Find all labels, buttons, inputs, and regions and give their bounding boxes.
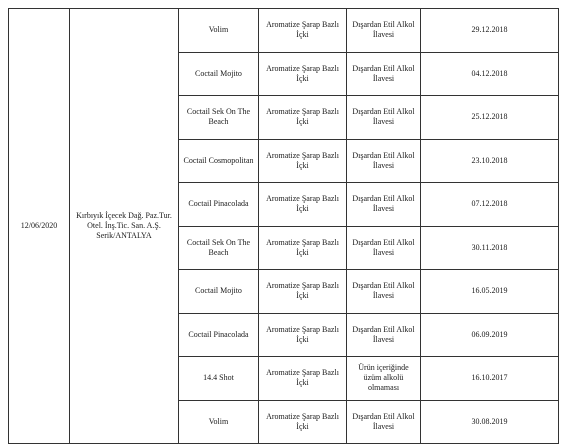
product-category-cell: Aromatize Şarap Bazlı İçki — [259, 226, 347, 270]
production-date-cell: 04.12.2018 — [421, 52, 559, 96]
decision-date-cell: 12/06/2020 — [9, 9, 70, 444]
production-date-cell: 06.09.2019 — [421, 313, 559, 357]
production-date-cell: 16.10.2017 — [421, 357, 559, 401]
product-name-cell: Coctail Sek On The Beach — [179, 226, 259, 270]
production-date-cell: 30.08.2019 — [421, 400, 559, 444]
product-category-cell: Aromatize Şarap Bazlı İçki — [259, 357, 347, 401]
nonconformity-reason-cell: Dışardan Etil Alkol İlavesi — [347, 183, 421, 227]
production-date-cell: 29.12.2018 — [421, 9, 559, 53]
product-category-cell: Aromatize Şarap Bazlı İçki — [259, 183, 347, 227]
product-category-cell: Aromatize Şarap Bazlı İçki — [259, 96, 347, 140]
product-table — [8, 8, 559, 444]
product-category-cell: Aromatize Şarap Bazlı İçki — [259, 9, 347, 53]
production-date-cell: 25.12.2018 — [421, 96, 559, 140]
product-name-cell: Coctail Cosmopolitan — [179, 139, 259, 183]
product-category-cell: Aromatize Şarap Bazlı İçki — [259, 400, 347, 444]
production-date-cell: 23.10.2018 — [421, 139, 559, 183]
nonconformity-reason-cell: Dışardan Etil Alkol İlavesi — [347, 270, 421, 314]
production-date-cell: 30.11.2018 — [421, 226, 559, 270]
product-name-cell: Volim — [179, 400, 259, 444]
nonconformity-reason-cell: Ürün içeriğinde üzüm alkolü olmaması — [347, 357, 421, 401]
nonconformity-reason-cell: Dışardan Etil Alkol İlavesi — [347, 313, 421, 357]
nonconformity-reason-cell: Dışardan Etil Alkol İlavesi — [347, 9, 421, 53]
product-category-cell: Aromatize Şarap Bazlı İçki — [259, 270, 347, 314]
table-row — [9, 9, 559, 53]
product-category-cell: Aromatize Şarap Bazlı İçki — [259, 313, 347, 357]
product-name-cell: 14.4 Shot — [179, 357, 259, 401]
company-cell: Kırbıyık İçecek Dağ. Paz.Tur. Otel. İnş.Tic. San. A.Ş. Serik/ANTALYA — [70, 9, 179, 444]
product-name-cell: Volim — [179, 9, 259, 53]
product-name-cell: Coctail Mojito — [179, 270, 259, 314]
product-name-cell: Coctail Pinacolada — [179, 183, 259, 227]
nonconformity-reason-cell: Dışardan Etil Alkol İlavesi — [347, 96, 421, 140]
nonconformity-reason-cell: Dışardan Etil Alkol İlavesi — [347, 226, 421, 270]
production-date-cell: 07.12.2018 — [421, 183, 559, 227]
product-category-cell: Aromatize Şarap Bazlı İçki — [259, 139, 347, 183]
product-name-cell: Coctail Sek On The Beach — [179, 96, 259, 140]
nonconformity-reason-cell: Dışardan Etil Alkol İlavesi — [347, 400, 421, 444]
nonconformity-reason-cell: Dışardan Etil Alkol İlavesi — [347, 139, 421, 183]
table-body — [9, 9, 559, 444]
product-name-cell: Coctail Mojito — [179, 52, 259, 96]
production-date-cell: 16.05.2019 — [421, 270, 559, 314]
product-category-cell: Aromatize Şarap Bazlı İçki — [259, 52, 347, 96]
nonconformity-reason-cell: Dışardan Etil Alkol İlavesi — [347, 52, 421, 96]
product-name-cell: Coctail Pinacolada — [179, 313, 259, 357]
